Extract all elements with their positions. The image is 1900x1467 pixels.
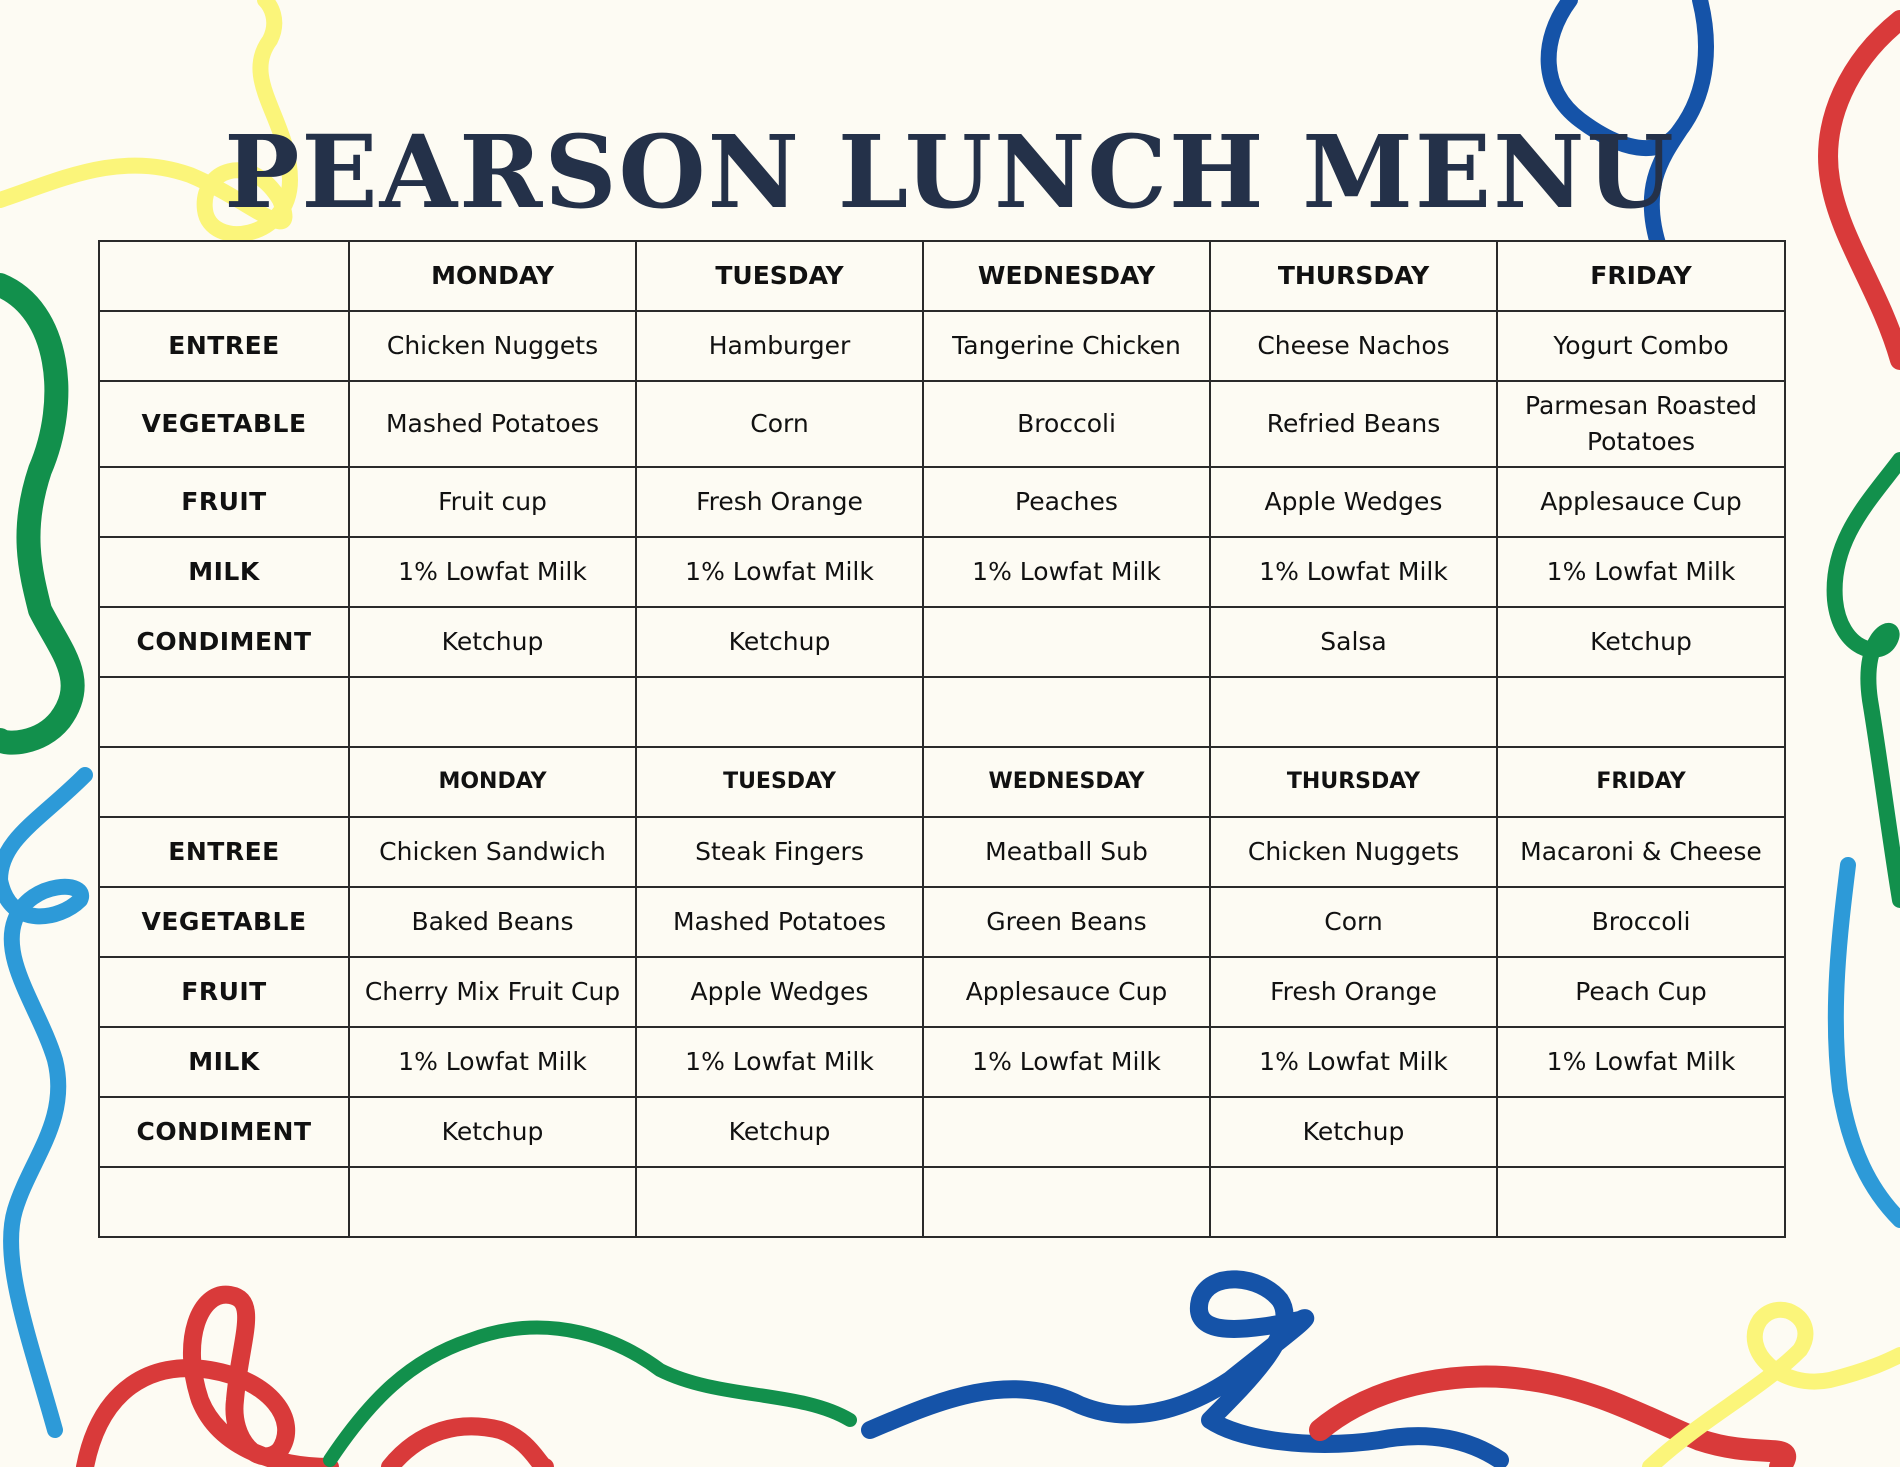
menu-cell: 1% Lowfat Milk bbox=[1497, 1027, 1785, 1097]
empty-cell bbox=[1210, 677, 1497, 747]
bottom-spacer-row bbox=[99, 1167, 1785, 1237]
red-squiggle-bottom-left bbox=[85, 1295, 330, 1467]
spacer-row bbox=[99, 677, 1785, 747]
row-label: FRUIT bbox=[99, 957, 349, 1027]
green-squiggle-right bbox=[1835, 460, 1900, 900]
empty-cell bbox=[349, 677, 636, 747]
menu-cell: Mashed Potatoes bbox=[636, 887, 923, 957]
menu-cell: Cherry Mix Fruit Cup bbox=[349, 957, 636, 1027]
row-label: CONDIMENT bbox=[99, 607, 349, 677]
week1-row-vegetable bbox=[99, 381, 1785, 467]
page-title: PEARSON LUNCH MENU bbox=[224, 113, 1676, 231]
week2-row-entree bbox=[99, 817, 1785, 887]
week2-header-row bbox=[99, 747, 1785, 817]
menu-cell: Applesauce Cup bbox=[1497, 467, 1785, 537]
menu-cell bbox=[923, 607, 1210, 677]
menu-cell: Corn bbox=[636, 381, 923, 467]
menu-cell: Green Beans bbox=[923, 887, 1210, 957]
week2-row-condiment bbox=[99, 1097, 1785, 1167]
menu-cell: Cheese Nachos bbox=[1210, 311, 1497, 381]
menu-cell: Baked Beans bbox=[349, 887, 636, 957]
menu-cell: 1% Lowfat Milk bbox=[1210, 537, 1497, 607]
week1-day-thursday: THURSDAY bbox=[1210, 241, 1497, 311]
empty-cell bbox=[1210, 1167, 1497, 1237]
lightblue-squiggle-left bbox=[0, 775, 85, 1430]
red-squiggle-bottom-mid-left bbox=[390, 1426, 545, 1467]
week1-header-row bbox=[99, 241, 1785, 311]
header-corner-cell bbox=[99, 747, 349, 817]
menu-cell: 1% Lowfat Milk bbox=[1497, 537, 1785, 607]
menu-cell: Fresh Orange bbox=[636, 467, 923, 537]
week1-day-tuesday: TUESDAY bbox=[636, 241, 923, 311]
week1-row-milk bbox=[99, 537, 1785, 607]
menu-cell bbox=[923, 1097, 1210, 1167]
menu-cell: 1% Lowfat Milk bbox=[636, 1027, 923, 1097]
menu-cell: Mashed Potatoes bbox=[349, 381, 636, 467]
week2-day-thursday: THURSDAY bbox=[1210, 747, 1497, 817]
week2-day-monday: MONDAY bbox=[349, 747, 636, 817]
empty-cell bbox=[923, 1167, 1210, 1237]
menu-cell: Peaches bbox=[923, 467, 1210, 537]
row-label: VEGETABLE bbox=[99, 887, 349, 957]
menu-cell: Applesauce Cup bbox=[923, 957, 1210, 1027]
menu-cell: Meatball Sub bbox=[923, 817, 1210, 887]
menu-cell: 1% Lowfat Milk bbox=[636, 537, 923, 607]
menu-cell: Yogurt Combo bbox=[1497, 311, 1785, 381]
menu-cell: Tangerine Chicken bbox=[923, 311, 1210, 381]
menu-cell: Fruit cup bbox=[349, 467, 636, 537]
menu-cell: Ketchup bbox=[636, 1097, 923, 1167]
lightblue-squiggle-right bbox=[1836, 865, 1900, 1220]
menu-cell: Chicken Nuggets bbox=[1210, 817, 1497, 887]
menu-cell: Chicken Sandwich bbox=[349, 817, 636, 887]
menu-cell: Chicken Nuggets bbox=[349, 311, 636, 381]
week1-row-entree bbox=[99, 311, 1785, 381]
week2-day-friday: FRIDAY bbox=[1497, 747, 1785, 817]
lunch-menu-table bbox=[98, 240, 1786, 1238]
row-label: FRUIT bbox=[99, 467, 349, 537]
empty-cell bbox=[1497, 1167, 1785, 1237]
menu-cell: Ketchup bbox=[1210, 1097, 1497, 1167]
menu-cell: Steak Fingers bbox=[636, 817, 923, 887]
menu-cell: Ketchup bbox=[349, 1097, 636, 1167]
menu-cell: Ketchup bbox=[1497, 607, 1785, 677]
week1-row-condiment bbox=[99, 607, 1785, 677]
week1-day-monday: MONDAY bbox=[349, 241, 636, 311]
empty-cell bbox=[99, 1167, 349, 1237]
week1-row-fruit bbox=[99, 467, 1785, 537]
empty-cell bbox=[99, 677, 349, 747]
menu-cell: 1% Lowfat Milk bbox=[349, 537, 636, 607]
week1-day-friday: FRIDAY bbox=[1497, 241, 1785, 311]
menu-cell: Ketchup bbox=[349, 607, 636, 677]
week2-day-wednesday: WEDNESDAY bbox=[923, 747, 1210, 817]
menu-cell: 1% Lowfat Milk bbox=[349, 1027, 636, 1097]
menu-cell: 1% Lowfat Milk bbox=[923, 537, 1210, 607]
empty-cell bbox=[923, 677, 1210, 747]
row-label: ENTREE bbox=[99, 311, 349, 381]
empty-cell bbox=[636, 677, 923, 747]
menu-cell bbox=[1497, 1097, 1785, 1167]
blue-squiggle-bottom bbox=[870, 1279, 1500, 1460]
menu-cell: Broccoli bbox=[923, 381, 1210, 467]
menu-cell: 1% Lowfat Milk bbox=[1210, 1027, 1497, 1097]
row-label: MILK bbox=[99, 1027, 349, 1097]
menu-cell: Salsa bbox=[1210, 607, 1497, 677]
week2-row-milk bbox=[99, 1027, 1785, 1097]
row-label: CONDIMENT bbox=[99, 1097, 349, 1167]
menu-cell: Broccoli bbox=[1497, 887, 1785, 957]
empty-cell bbox=[349, 1167, 636, 1237]
row-label: ENTREE bbox=[99, 817, 349, 887]
menu-cell: Ketchup bbox=[636, 607, 923, 677]
green-squiggle-left bbox=[0, 285, 73, 743]
header-corner-cell bbox=[99, 241, 349, 311]
row-label: MILK bbox=[99, 537, 349, 607]
week2-day-tuesday: TUESDAY bbox=[636, 747, 923, 817]
menu-cell: Hamburger bbox=[636, 311, 923, 381]
menu-cell: 1% Lowfat Milk bbox=[923, 1027, 1210, 1097]
empty-cell bbox=[636, 1167, 923, 1237]
week1-day-wednesday: WEDNESDAY bbox=[923, 241, 1210, 311]
menu-cell: Fresh Orange bbox=[1210, 957, 1497, 1027]
row-label: VEGETABLE bbox=[99, 381, 349, 467]
menu-cell: Macaroni & Cheese bbox=[1497, 817, 1785, 887]
menu-cell: Apple Wedges bbox=[636, 957, 923, 1027]
menu-cell: Refried Beans bbox=[1210, 381, 1497, 467]
week2-row-vegetable bbox=[99, 887, 1785, 957]
menu-cell: Corn bbox=[1210, 887, 1497, 957]
menu-cell: Parmesan Roasted Potatoes bbox=[1497, 381, 1785, 467]
menu-cell: Peach Cup bbox=[1497, 957, 1785, 1027]
menu-cell: Apple Wedges bbox=[1210, 467, 1497, 537]
week2-row-fruit bbox=[99, 957, 1785, 1027]
empty-cell bbox=[1497, 677, 1785, 747]
